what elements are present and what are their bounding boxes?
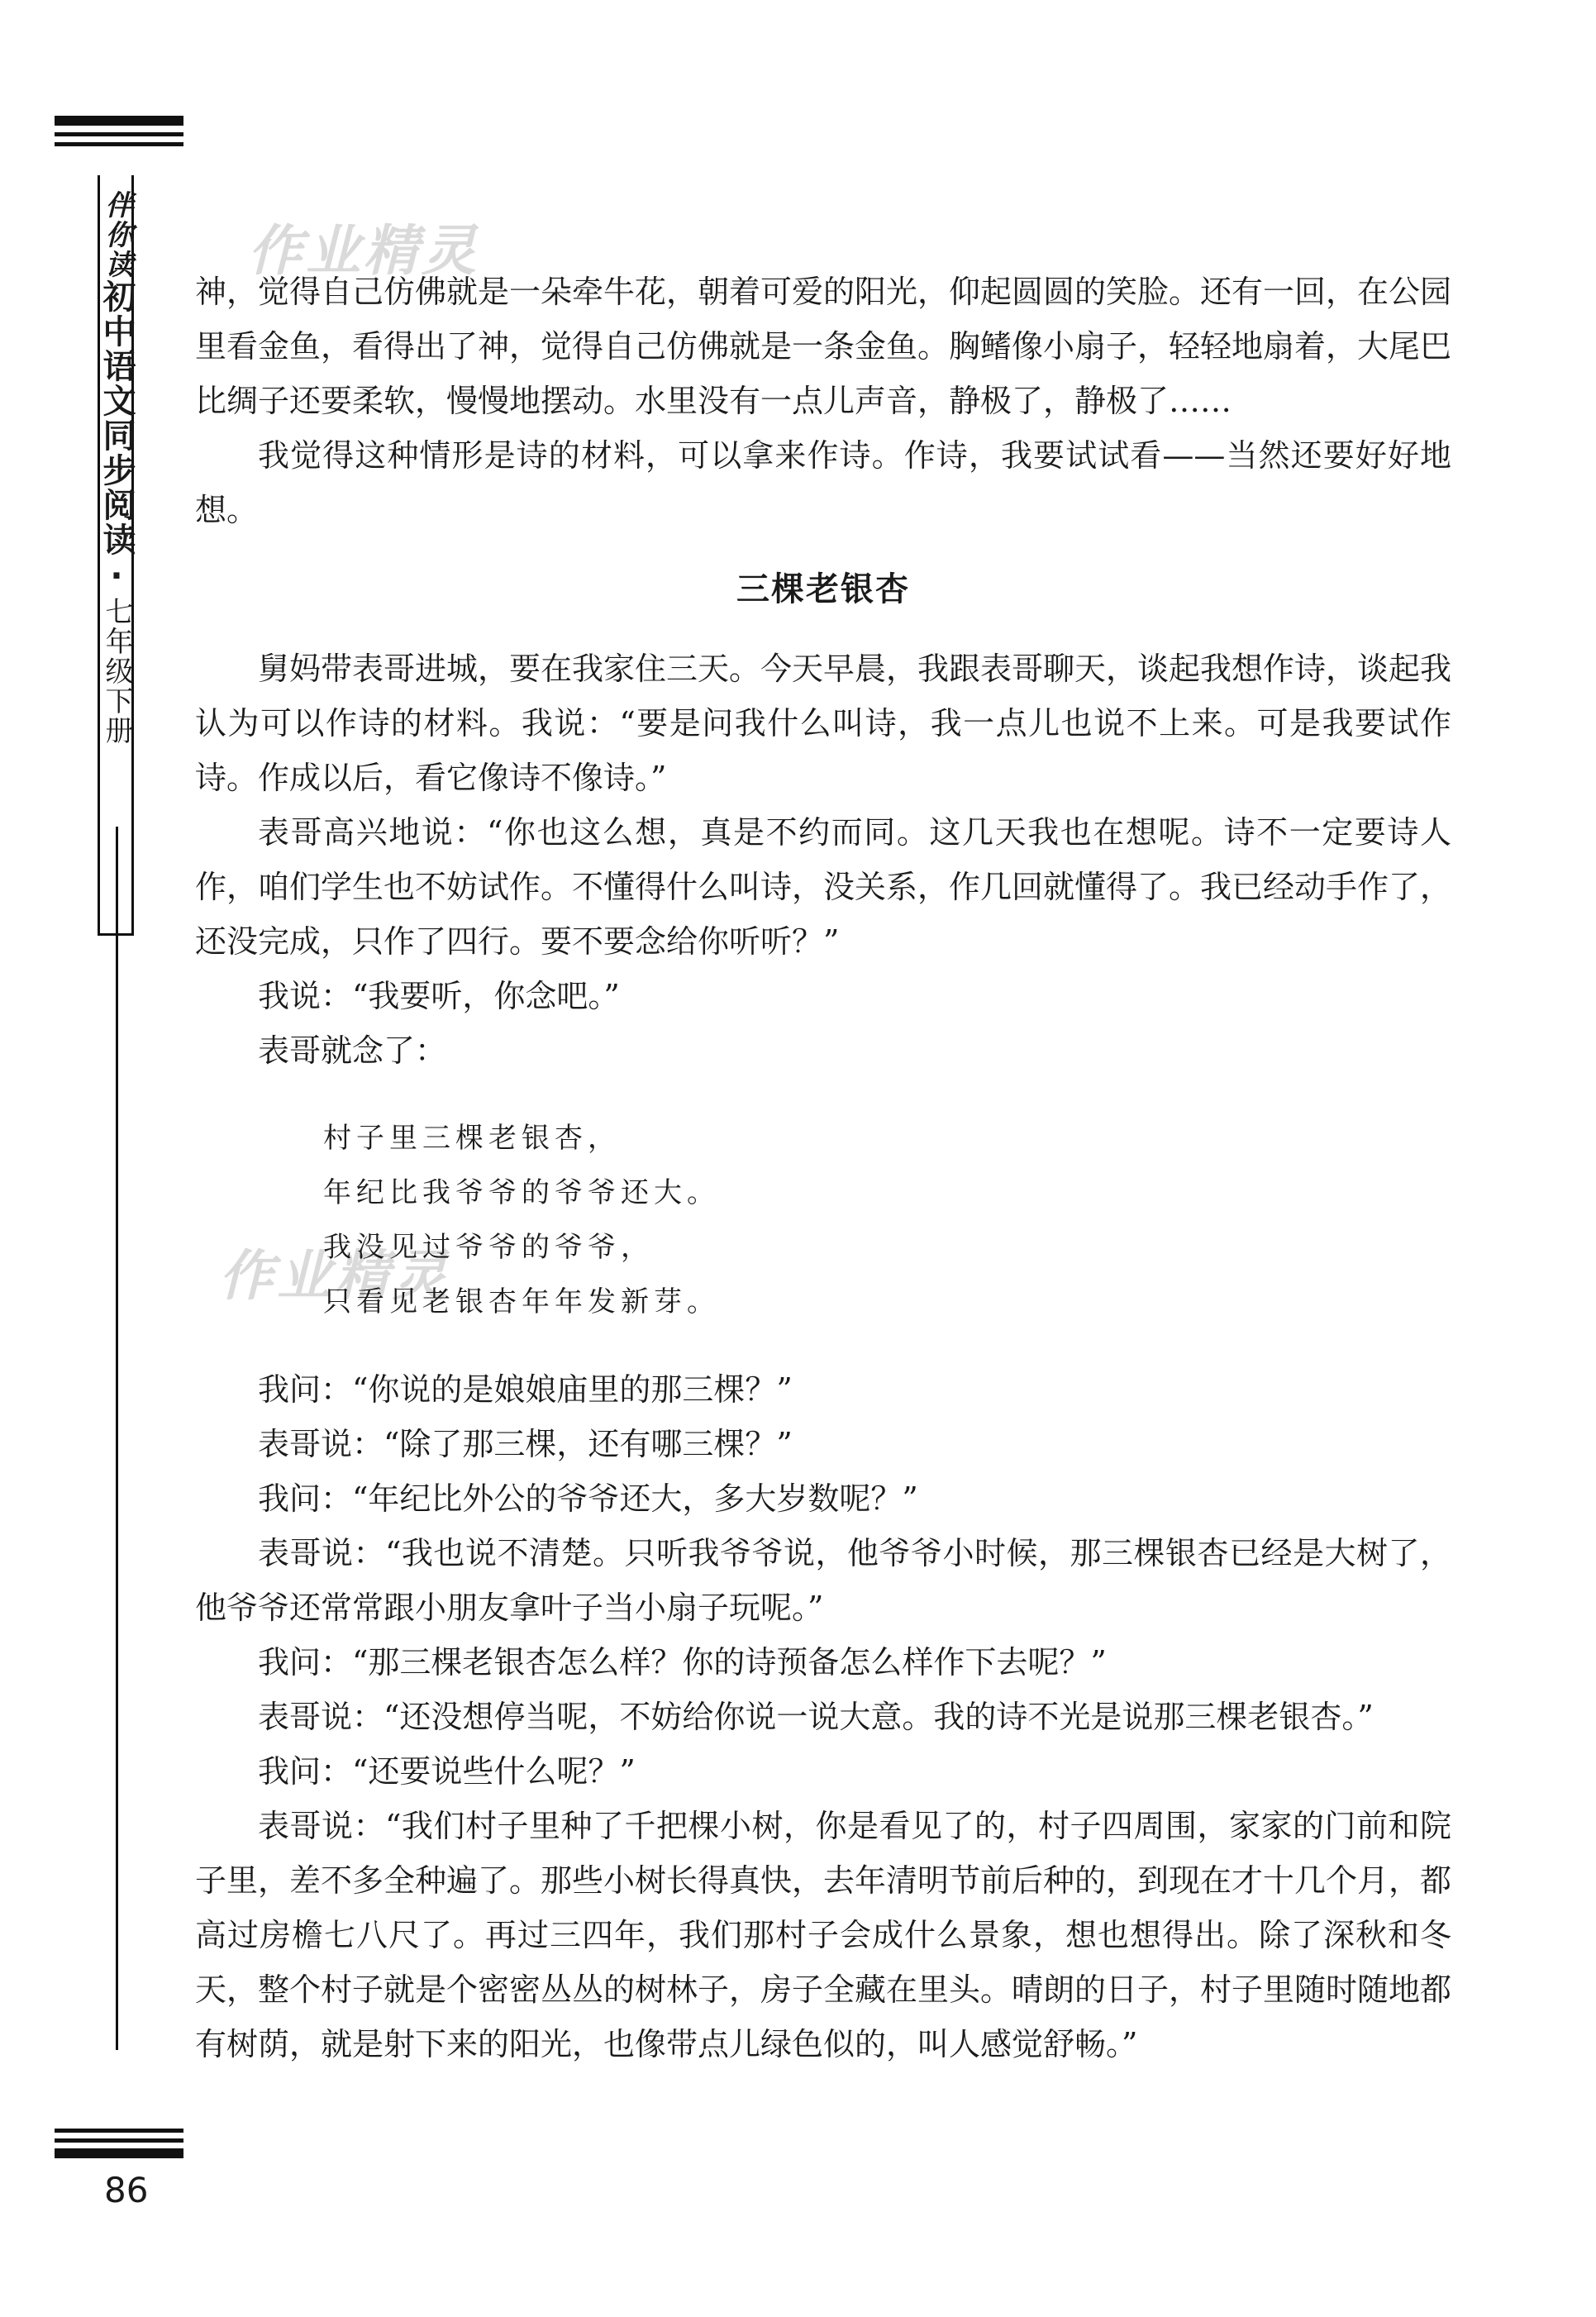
watermark-top: 作业精灵 [248, 219, 479, 283]
section-title: 三棵老银杏 [736, 570, 910, 608]
paragraph: 我问：“年纪比外公的爷爷还大，多大岁数呢？” [258, 1480, 918, 1517]
paragraph: 表哥说：“我也说不清楚。只听我爷爷说，他爷爷小时候，那三棵银杏已经是大树了，他爷爷还常常跟小朋友拿叶子当小扇子玩呢。” [195, 1535, 1451, 1626]
side-banner [89, 190, 144, 746]
paragraph: 表哥就念了： [258, 1032, 447, 1069]
footer-rule-thick [55, 2148, 183, 2158]
grade-label: 七年级下册 [100, 597, 133, 746]
footer-rule-thin-2 [55, 2138, 183, 2143]
footer-rule-thin [55, 2129, 183, 2133]
title-dot: · [98, 557, 136, 597]
watermark-middle: 作业精灵 [219, 1244, 450, 1308]
paragraph: 表哥说：“除了那三棵，还有哪三棵？” [258, 1426, 793, 1462]
paragraph: 表哥高兴地说：“你也这么想，真是不约而同。这几天我也在想呢。诗不一定要诗人作，咱们学生也不妨试作。不懂得什么叫诗，没关系，作几回就懂得了。我已经动手作了，还没完成，只作了四行。要不要念给你听听？” [195, 814, 1452, 960]
poem-line: 只看见老银杏年年发新芽。 [323, 1285, 720, 1318]
header-rule-thin [55, 132, 183, 136]
paragraph: 表哥说：“还没想停当呢，不妨给你说一说大意。我的诗不光是说那三棵老银杏。” [258, 1699, 1374, 1735]
paragraph: 我问：“你说的是娘娘庙里的那三棵？” [258, 1371, 793, 1408]
book-title: 初中语文同步阅读 [98, 279, 136, 557]
side-rule [116, 827, 118, 2050]
poem [323, 1111, 1451, 1329]
page-number: 86 [104, 2170, 149, 2210]
paragraph: 我说：“我要听，你念吧。” [258, 978, 620, 1014]
paragraph: 我问：“还要说些什么呢？” [258, 1753, 636, 1790]
header-rule-thick [55, 116, 183, 126]
page-body [195, 265, 1451, 2071]
poem-line: 村子里三棵老银杏， [323, 1122, 621, 1155]
paragraph: 我觉得这种情形是诗的材料，可以拿来作诗。作诗，我要试试看——当然还要好好地想。 [195, 437, 1451, 528]
paragraph: 表哥说：“我们村子里种了千把棵小树，你是看见了的，村子四周围，家家的门前和院子里，差不多全种遍了。那些小树长得真快，去年清明节前后种的，到现在才十几个月，都高过房檐七八尺了。再过三四年，我们那村子会成什么景象，想也想得出。除了深秋和冬天，整个村子就是个密密丛丛的树林子，房子全藏在里头。晴朗的日子，村子里随时随地都有树荫，就是射下来的阳光，也像带点儿绿色似的，叫人感觉舒畅。” [195, 1808, 1452, 2062]
paragraph: 神，觉得自己仿佛就是一朵牵牛花，朝着可爱的阳光，仰起圆圆的笑脸。还有一回，在公园里看金鱼，看得出了神，觉得自己仿佛就是一条金鱼。胸鳍像小扇子，轻轻地扇着，大尾巴比绸子还要柔软，慢慢地摆动。水里没有一点儿声音，静极了，静极了…… [195, 274, 1452, 419]
poem-line: 年纪比我爷爷的爷爷还大。 [323, 1176, 720, 1209]
poem-line: 我没见过爷爷的爷爷， [323, 1231, 654, 1264]
header-rule-thin-2 [55, 142, 183, 146]
series-name: 伴你读 [100, 190, 133, 279]
paragraph: 我问：“那三棵老银杏怎么样？你的诗预备怎么样作下去呢？” [258, 1644, 1107, 1681]
paragraph: 舅妈带表哥进城，要在我家住三天。今天早晨，我跟表哥聊天，谈起我想作诗，谈起我认为可以作诗的材料。我说：“要是问我什么叫诗，我一点儿也说不上来。可是我要试作诗。作成以后，看它像诗不像诗。” [195, 651, 1452, 796]
